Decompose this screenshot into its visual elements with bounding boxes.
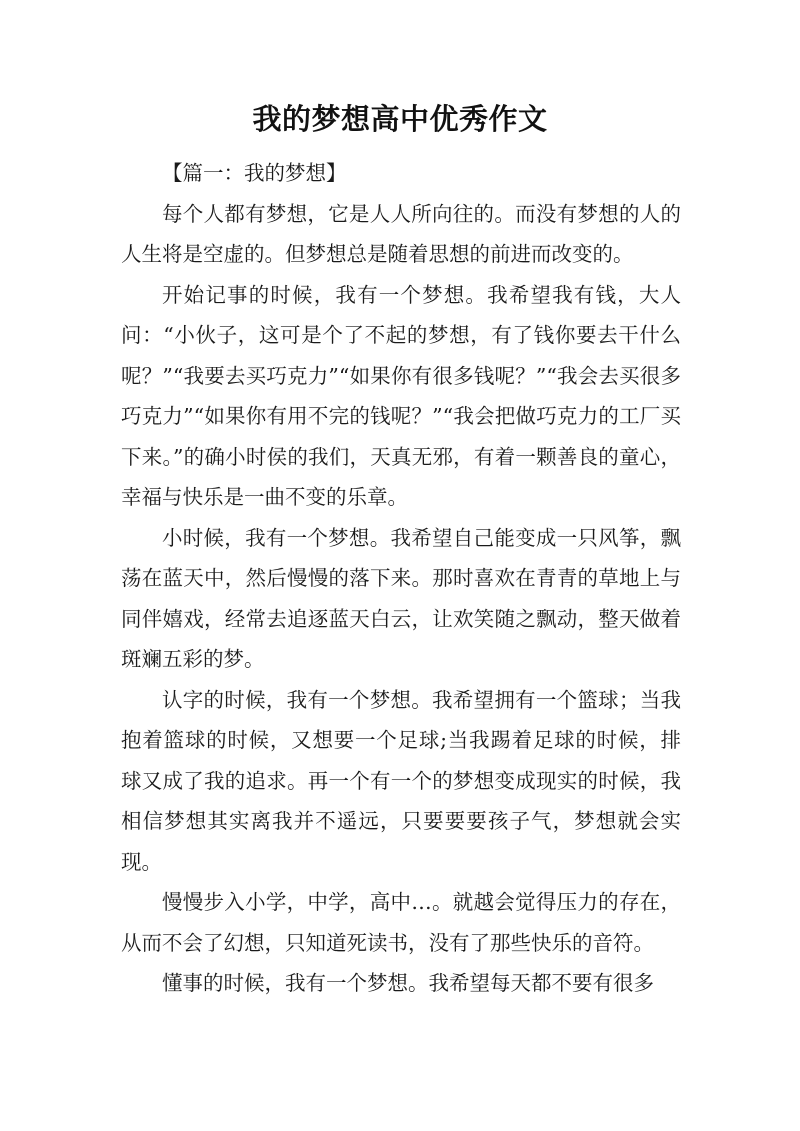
paragraph: 懂事的时候，我有一个梦想。我希望每天都不要有很多 [162,971,654,995]
section-heading: 【篇一：我的梦想】 [162,161,347,185]
paragraph: 慢慢步入小学，中学，高中…。就越会觉得压力的存在，从而不会了幻想，只知道死读书，没有了那些快乐的音符。 [121,890,681,955]
document-title: 我的梦想高中优秀作文 [252,102,548,136]
paragraph: 认字的时候，我有一个梦想。我希望拥有一个篮球；当我抱着篮球的时候，又想要一个足球;当我踢着足球的时候，排球又成了我的追求。再一个有一个的梦想变成现实的时候，我相信梦想其实离我并不遥远，只要要要孩子气，梦想就会实现。 [121,687,681,874]
paragraph: 每个人都有梦想，它是人人所向往的。而没有梦想的人的人生将是空虚的。但梦想总是随着思想的前进而改变的。 [121,201,681,266]
document-body [121,153,681,1004]
paragraph: 开始记事的时候，我有一个梦想。我希望我有钱，大人问：“小伙子，这可是个了不起的梦想，有了钱你要去干什么呢？”“我要去买巧克力”“如果你有很多钱呢？”“我会去买很多巧克力”“如果你有用不完的钱呢？”“我会把做巧克力的工厂买下来。”的确小时侯的我们，天真无邪，有着一颗善良的童心，幸福与快乐是一曲不变的乐章。 [121,282,681,509]
paragraph: 小时候，我有一个梦想。我希望自己能变成一只风筝，飘荡在蓝天中，然后慢慢的落下来。那时喜欢在青青的草地上与同伴嬉戏，经常去追逐蓝天白云，让欢笑随之飘动，整天做着斑斓五彩的梦。 [121,525,681,671]
